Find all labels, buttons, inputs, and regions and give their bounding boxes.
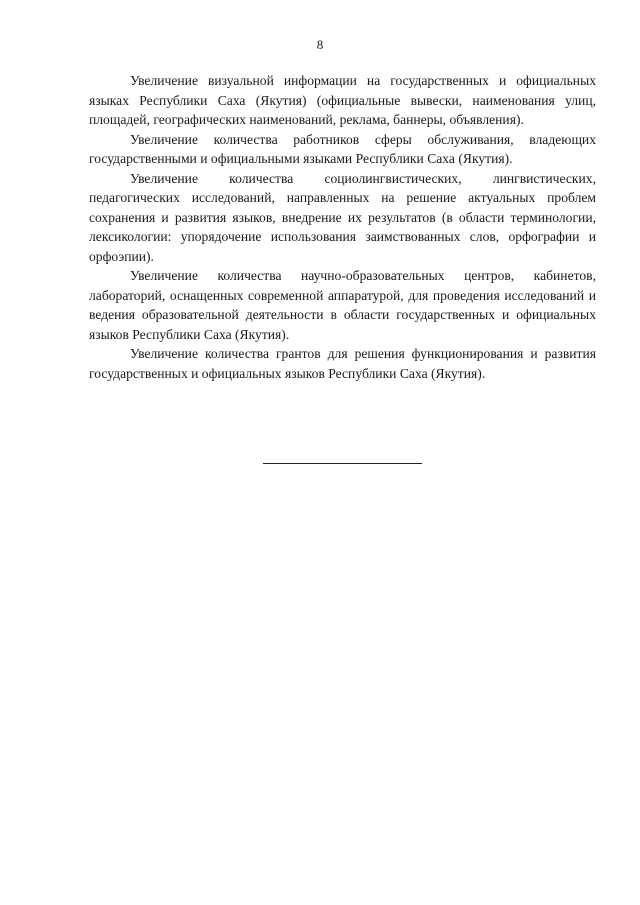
paragraph-service-workers: Увеличение количества работников сферы обслуживания, владеющих государственными и официальными языками Республики Саха (Якутия). xyxy=(89,131,596,166)
end-of-section-divider xyxy=(263,463,422,464)
paragraph-linguistic-research: Увеличение количества социолингвистических, лингвистических, педагогических исследований, направленных на решение актуальных проблем сохранения и развития языков, внедрение их результатов (в области терминологии, лексикологии: упорядочение использования заимствованных слов, орфографии и орфоэпии). xyxy=(89,170,596,264)
page-number: 8 xyxy=(316,37,324,52)
paragraph-research-centers: Увеличение количества научно-образовательных центров, кабинетов, лабораторий, оснащенных современной аппаратурой, для проведения исследований и ведения образовательной деятельности в области государственных и официальных языков Республики Саха (Якутия). xyxy=(89,268,596,342)
paragraph-visual-information: Увеличение визуальной информации на государственных и официальных языках Республики Саха (Якутия) (официальные вывески, наименования улиц, площадей, географических наименований, реклама, баннеры, объявления). xyxy=(89,73,596,127)
paragraph-grants: Увеличение количества грантов для решения функционирования и развития государственных и официальных языков Республики Саха (Якутия). xyxy=(89,346,596,381)
document-body xyxy=(89,71,596,383)
